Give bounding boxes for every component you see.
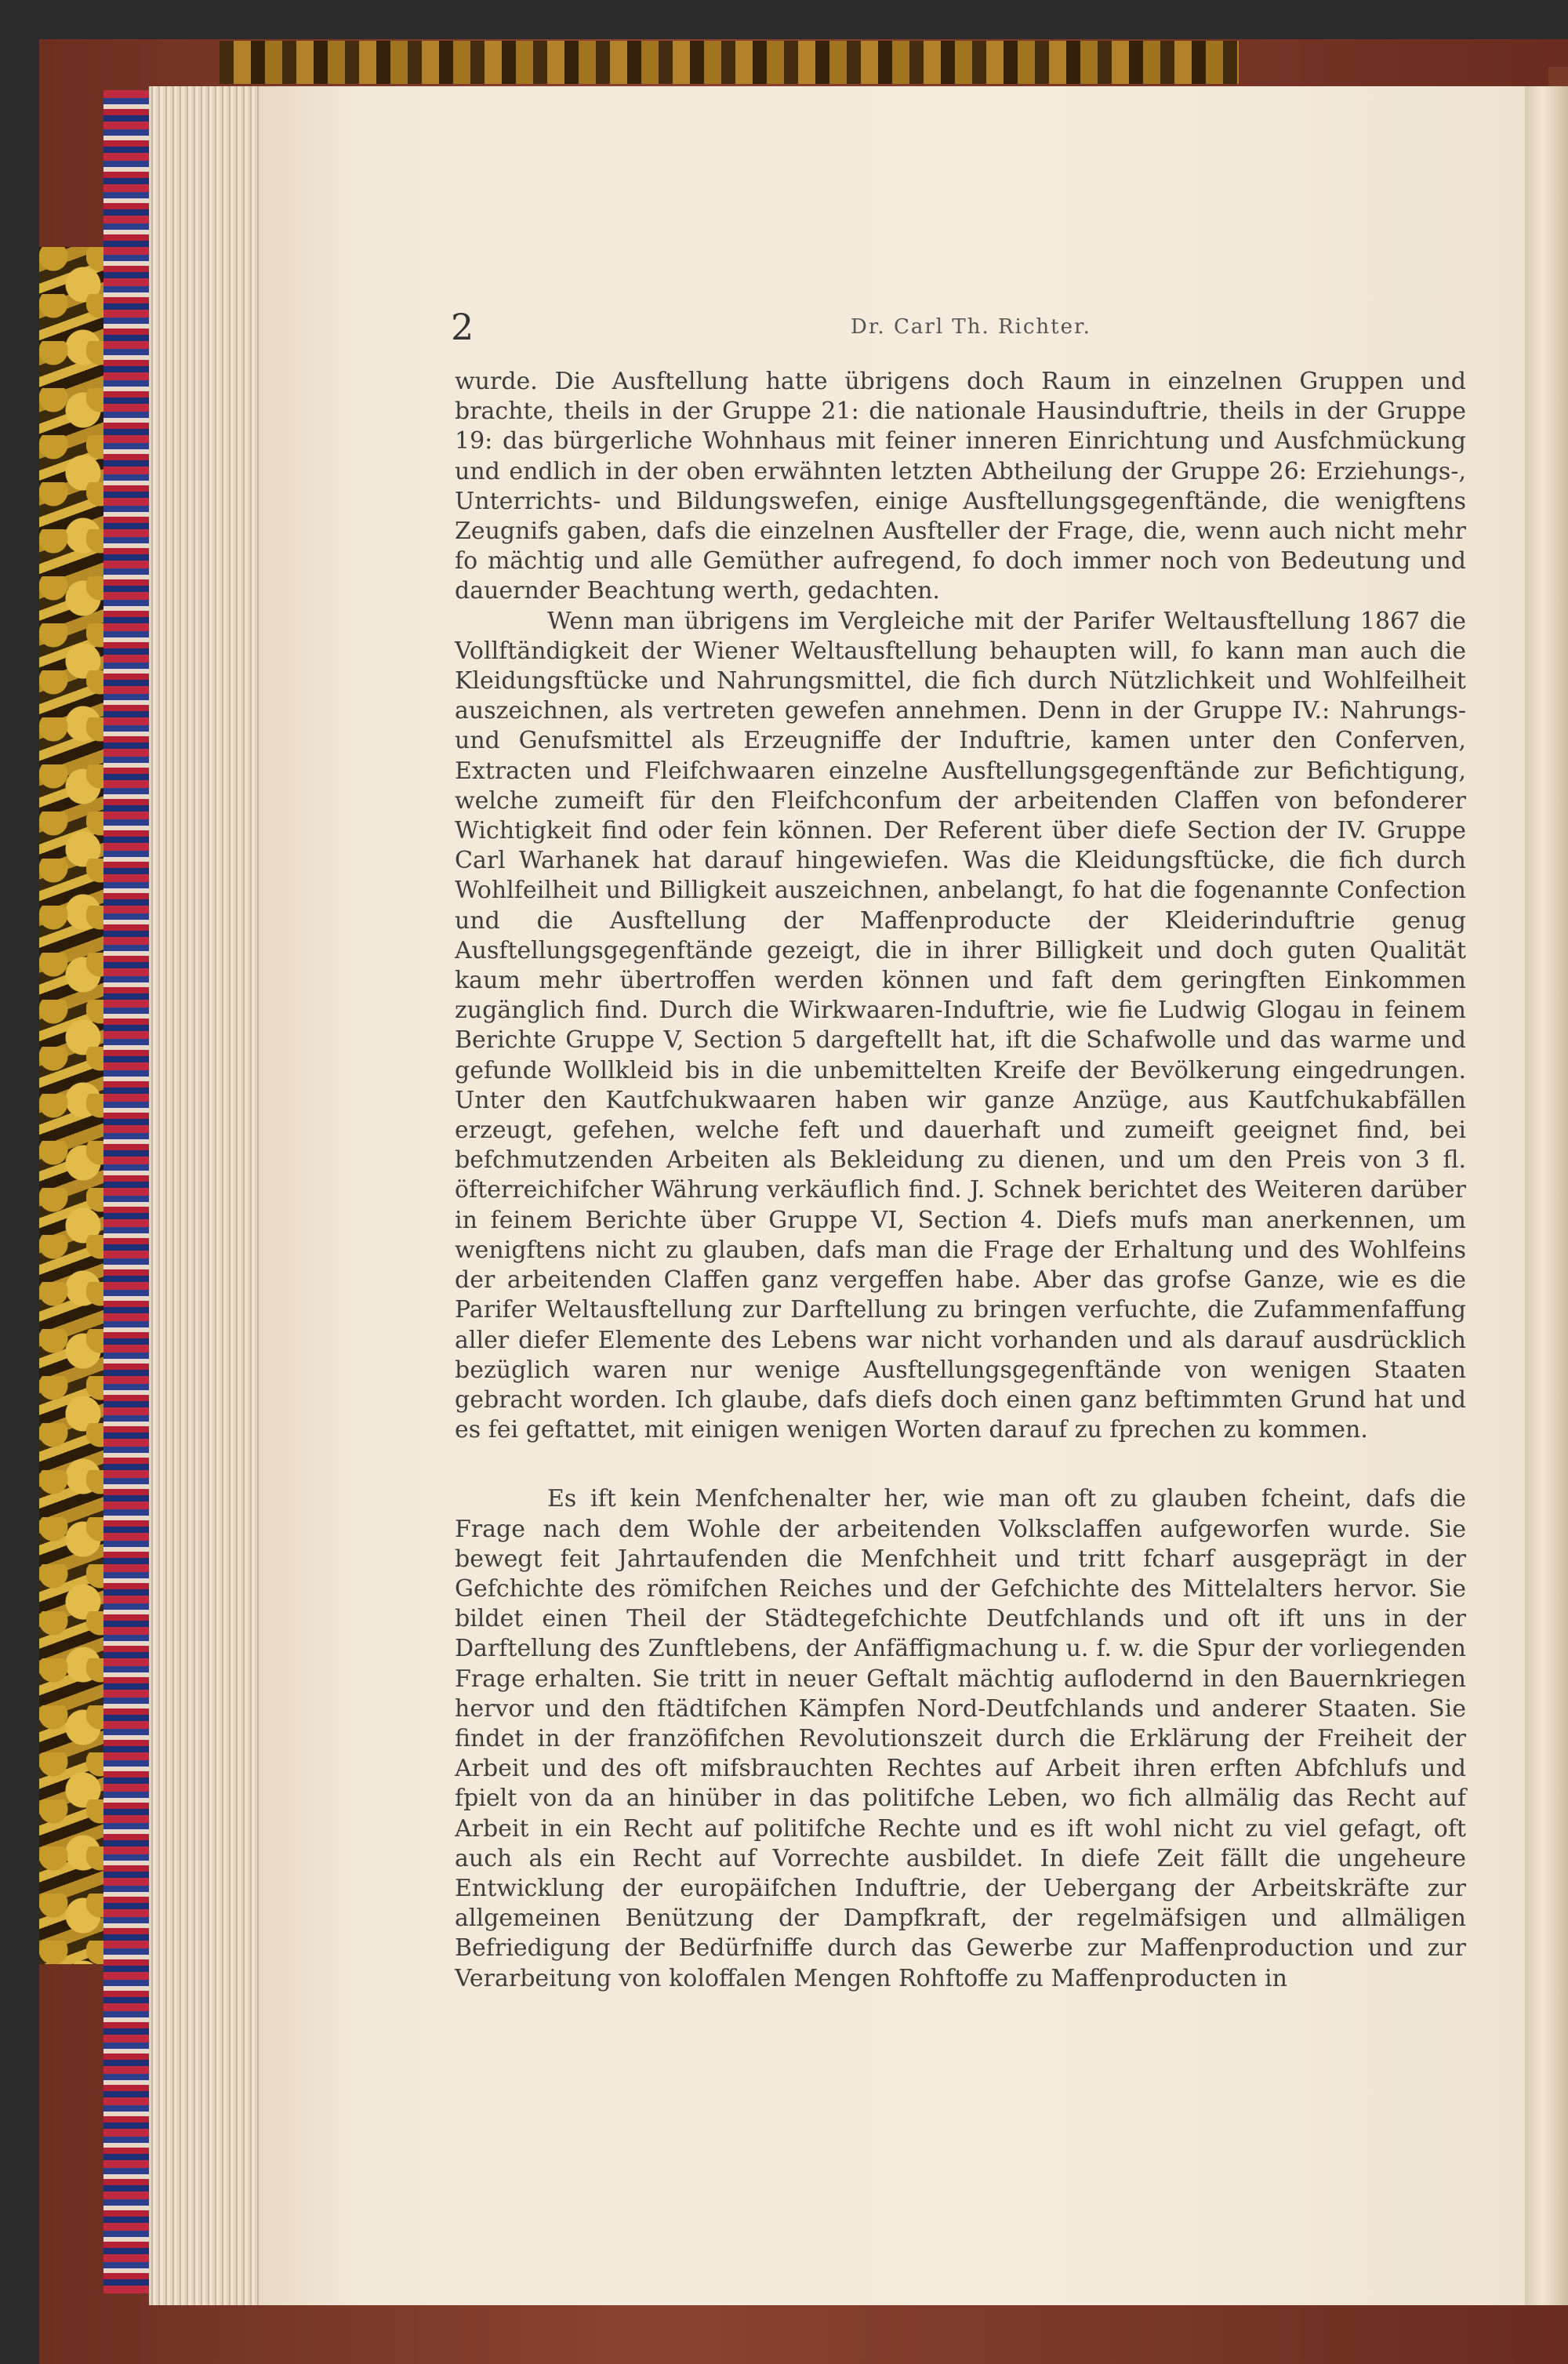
- marbled-endpaper: [103, 90, 152, 2293]
- cover-top-marbling: [220, 41, 1239, 84]
- right-page-edges: [1525, 86, 1568, 2305]
- paragraph: wurde. Die Ausftellung hatte übrigens doch Raum in einzelnen Gruppen und brachte, theils in der Gruppe 21: die nationale Hausinduftrie, theils in der Gruppe 19: das bürgerliche Wohnhaus mit feiner inneren Einrichtung und Ausfchmückung und endlich in der oben erwähnten letzten Abtheilung der Gruppe 26: Erziehungs-, Unterrichts- und Bildungswefen, einige Ausftellungsgegenftände, die wenigftens Zeugnifs gaben, dafs die einzelnen Ausfteller der Frage, die, wenn auch nicht mehr fo mächtig und alle Gemüther aufregend, fo doch immer noch von Bedeutung und dauernder Beachtung werth, gedachten.: [455, 368, 1466, 605]
- page-stack-edges: [149, 86, 263, 2305]
- body-text: [455, 367, 1466, 1994]
- marbled-board: [39, 247, 110, 1964]
- running-head: Dr. Carl Th. Richter.: [851, 315, 1091, 339]
- paragraph: Wenn man übrigens im Vergleiche mit der Parifer Weltausftellung 1867 die Vollftändigkeit der Wiener Weltausftellung behaupten will, fo kann man auch die Kleidungsftücke und Nahrungsmittel, die fich durch Nützlichkeit und Wohlfeilheit auszeichnen, als vertreten gewefen annehmen. Denn in der Gruppe IV.: Nahrungs- und Genufsmittel als Erzeugniffe der Induftrie, kamen unter den Conferven, Extracten und Fleifchwaaren einzelne Ausftellungsgegenftände zur Befichtigung, welche zumeift für den Fleifchconfum der arbeitenden Claffen von befonderer Wichtigkeit find oder fein können. Der Referent über diefe Section der IV. Gruppe Carl Warhanek hat darauf hingewiefen. Was die Kleidungsftücke, die fich durch Wohlfeilheit und Billigkeit auszeichnen, anbelangt, fo hat die fogenannte Confection und die Ausftellung der Maffenproducte der Kleiderinduftrie genug Ausftellungsgegenftände gezeigt, die in ihrer Billigkeit und doch guten Qualität kaum mehr übertroffen werden können und faft dem geringften Einkommen zugänglich find. Durch die Wirkwaaren-Induftrie, wie fie Ludwig Glogau in feinem Berichte Gruppe V, Section 5 dargeftellt hat, ift die Schafwolle und das warme und gefunde Wollkleid bis in die unbemittelten Kreife der Bevölkerung eingedrungen. Unter den Kautfchukwaaren haben wir ganze Anzüge, aus Kautfchukabfällen erzeugt, gefehen, welche feft und dauerhaft und zumeift geeignet find, bei befchmutzenden Arbeiten als Bekleidung zu dienen, und um den Preis von 3 fl. öfterreichifcher Währung verkäuflich find. J. Schnek berichtet des Weiteren darüber in feinem Berichte über Gruppe VI, Section 4. Diefs mufs man anerkennen, um wenigftens nicht zu glauben, dafs man die Frage der Erhaltung und des Wohlfeins der arbeitenden Claffen ganz vergeffen habe. Aber das grofse Ganze, wie es die Parifer Weltausftellung zur Darftellung zu bringen verfuchte, die Zufammenfaffung aller diefer Elemente des Lebens war nicht vorhanden und als darauf ausdrücklich bezüglich waren nur wenige Ausftellungsgegenftände von wenigen Staaten gebracht worden. Ich glaube, dafs diefs doch einen ganz beftimmten Grund hat und es fei geftattet, mit einigen wenigen Worten darauf zu fprechen zu kommen.: [455, 607, 1466, 1444]
- page-header: [451, 306, 1466, 353]
- page-number: 2: [451, 306, 474, 348]
- paragraph: Es ift kein Menfchenalter her, wie man oft zu glauben fcheint, dafs die Frage nach dem Wohle der arbeitenden Volksclaffen aufgeworfen wurde. Sie bewegt feit Jahrtaufenden die Menfchheit und tritt fcharf ausgeprägt in der Gefchichte des römifchen Reiches und der Gefchichte des Mittelalters hervor. Sie bildet einen Theil der Städtegefchichte Deutfchlands und oft ift uns in der Darftellung des Zunftlebens, der Anfäffigmachung u. f. w. die Spur der vorliegenden Frage erhalten. Sie tritt in neuer Geftalt mächtig auflodernd in den Bauernkriegen hervor und den ftädtifchen Kämpfen Nord-Deutfchlands und anderer Staaten. Sie findet in der franzöfifchen Revolutionszeit durch die Erklärung der Freiheit der Arbeit und des oft mifsbrauchten Rechtes auf Arbeit ihren erften Abfchlufs und fpielt von da an hinüber in das politifche Leben, wo fich allmälig das Recht auf Arbeit in ein Recht auf politifche Rechte und es ift wohl nicht zu viel gefagt, oft auch als ein Recht auf Vorrechte ausbildet. In diefe Zeit fällt die ungeheure Entwicklung der europäifchen Induftrie, der Uebergang der Arbeitskräfte zur allgemeinen Benützung der Dampfkraft, der regelmäfsigen und allmäligen Befriedigung der Bedürfniffe durch das Gewerbe zur Maffenproduction und zur Verarbeitung von koloffalen Mengen Rohftoffe zu Maffenproducten in: [455, 1485, 1466, 1992]
